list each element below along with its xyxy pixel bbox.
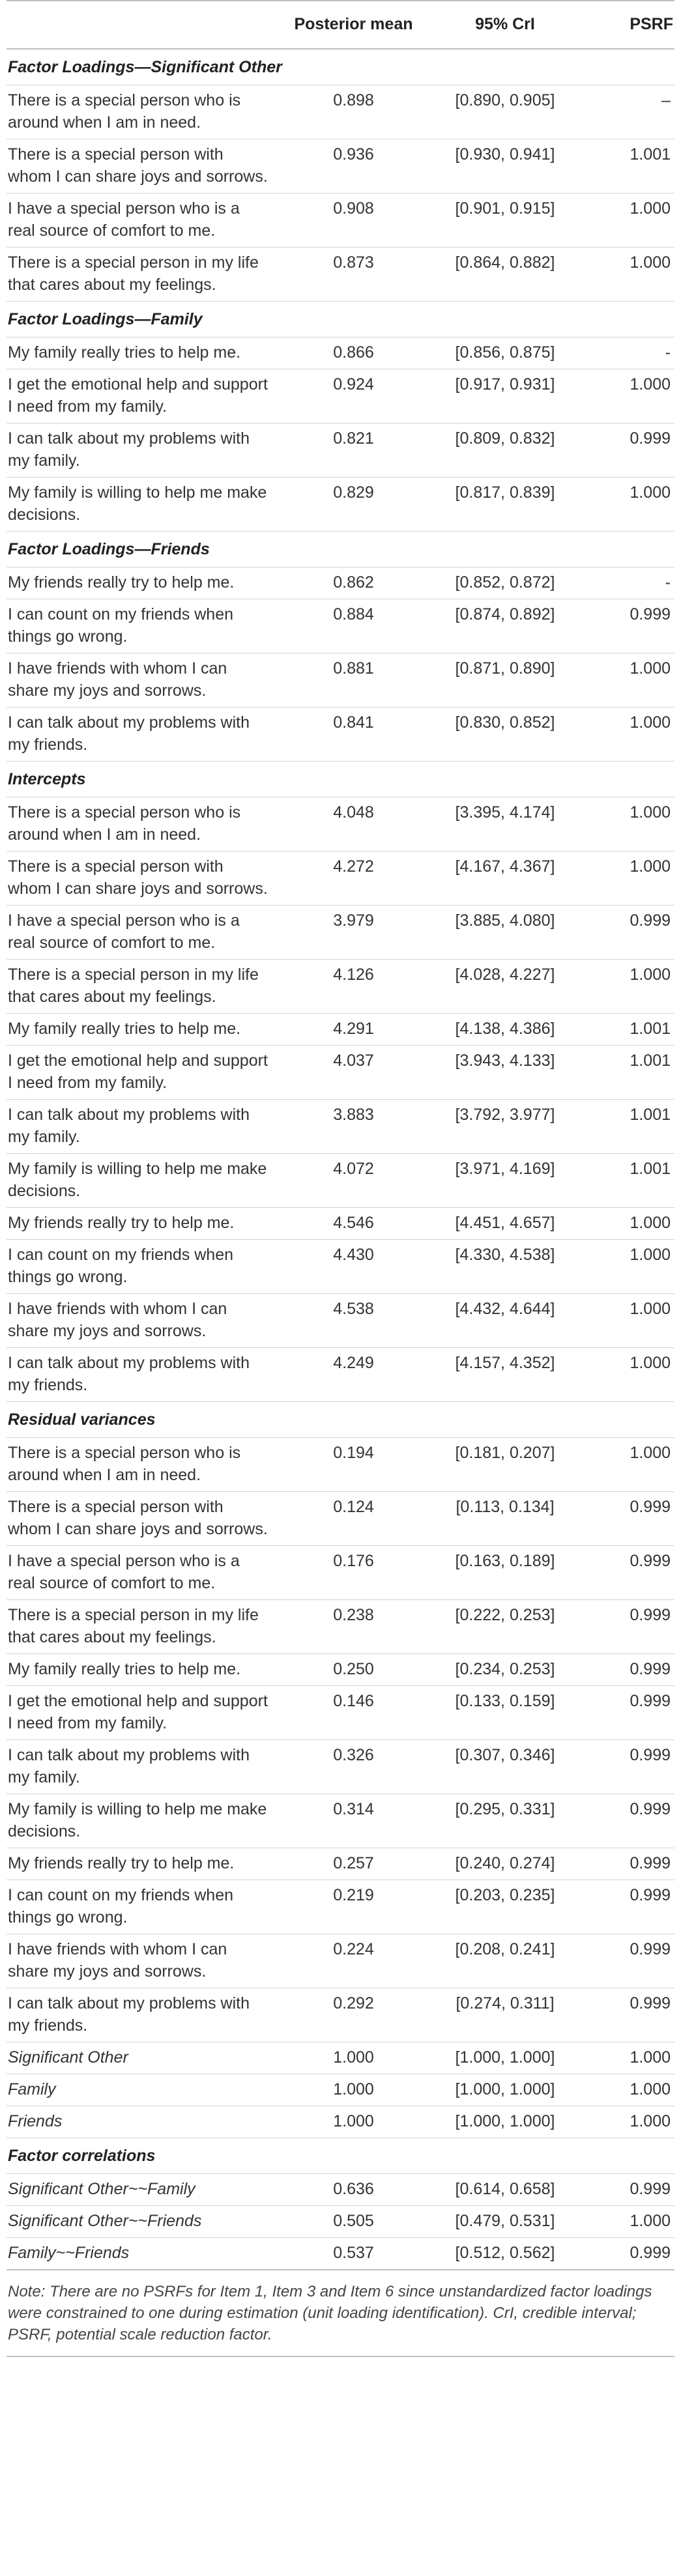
psrf-value: 1.000 [580, 1240, 674, 1294]
item-label: My friends really try to help me. [7, 567, 277, 599]
item-label: Significant Other~~Friends [7, 2206, 277, 2238]
table-row [7, 653, 674, 708]
item-label: There is a special person in my life that cares about my feelings. [7, 248, 277, 302]
credible-interval-value: [0.203, 0.235] [430, 1880, 580, 1934]
item-label: I can talk about my problems with my family. [7, 1740, 277, 1794]
item-label: I can talk about my problems with my friends. [7, 708, 277, 762]
section-title: Factor correlations [7, 2138, 674, 2174]
credible-interval-value: [4.138, 4.386] [430, 1014, 580, 1046]
psrf-value: - [580, 337, 674, 369]
table-row [7, 2174, 674, 2206]
posterior-mean-value: 0.219 [277, 1880, 430, 1934]
table-row [7, 139, 674, 193]
posterior-mean-value: 0.292 [277, 1988, 430, 2042]
psrf-value: 0.999 [580, 1934, 674, 1988]
psrf-value: 0.999 [580, 906, 674, 960]
posterior-mean-value: 0.862 [277, 567, 430, 599]
section-header-row [7, 1402, 674, 1438]
psrf-value: 0.999 [580, 423, 674, 478]
table-body [7, 49, 674, 2270]
item-label: I can talk about my problems with my friends. [7, 1988, 277, 2042]
table-row [7, 852, 674, 906]
credible-interval-value: [0.479, 0.531] [430, 2206, 580, 2238]
posterior-mean-value: 3.883 [277, 1100, 430, 1154]
table-row [7, 478, 674, 532]
psrf-value: 1.000 [580, 369, 674, 423]
table-row [7, 1240, 674, 1294]
credible-interval-value: [3.792, 3.977] [430, 1100, 580, 1154]
posterior-mean-value: 4.072 [277, 1154, 430, 1208]
posterior-mean-value: 0.924 [277, 369, 430, 423]
table-row [7, 248, 674, 302]
table-row [7, 193, 674, 248]
item-label: I have a special person who is a real source of comfort to me. [7, 906, 277, 960]
psrf-value: 0.999 [580, 1686, 674, 1740]
psrf-value: 0.999 [580, 1988, 674, 2042]
table-row [7, 337, 674, 369]
table-row [7, 1154, 674, 1208]
posterior-mean-value: 0.326 [277, 1740, 430, 1794]
credible-interval-value: [0.234, 0.253] [430, 1654, 580, 1686]
psrf-value: 1.000 [580, 2074, 674, 2106]
item-label: I have a special person who is a real source of comfort to me. [7, 193, 277, 248]
table-row [7, 1988, 674, 2042]
item-label: There is a special person with whom I can share joys and sorrows. [7, 1492, 277, 1546]
table-row [7, 599, 674, 653]
credible-interval-value: [1.000, 1.000] [430, 2106, 580, 2138]
item-label: I get the emotional help and support I need from my family. [7, 369, 277, 423]
item-label: I can talk about my problems with my friends. [7, 1348, 277, 1402]
posterior-mean-value: 0.537 [277, 2238, 430, 2270]
posterior-mean-value: 4.272 [277, 852, 430, 906]
posterior-mean-value: 0.636 [277, 2174, 430, 2206]
psrf-value: 0.999 [580, 1848, 674, 1880]
posterior-mean-value: 0.908 [277, 193, 430, 248]
table-row [7, 2106, 674, 2138]
psrf-value: 0.999 [580, 1880, 674, 1934]
credible-interval-value: [1.000, 1.000] [430, 2074, 580, 2106]
posterior-mean-value: 0.873 [277, 248, 430, 302]
item-label: I get the emotional help and support I need from my family. [7, 1046, 277, 1100]
item-label: There is a special person who is around when I am in need. [7, 85, 277, 139]
credible-interval-value: [0.856, 0.875] [430, 337, 580, 369]
psrf-value: 0.999 [580, 1794, 674, 1848]
psrf-value: 1.000 [580, 1348, 674, 1402]
credible-interval-value: [0.830, 0.852] [430, 708, 580, 762]
posterior-mean-value: 0.146 [277, 1686, 430, 1740]
section-title: Factor Loadings—Friends [7, 532, 674, 567]
posterior-mean-value: 0.257 [277, 1848, 430, 1880]
credible-interval-value: [0.817, 0.839] [430, 478, 580, 532]
psrf-value: 1.000 [580, 2042, 674, 2074]
item-label: My family is willing to help me make decisions. [7, 1154, 277, 1208]
posterior-mean-value: 0.936 [277, 139, 430, 193]
credible-interval-value: [3.395, 4.174] [430, 797, 580, 852]
posterior-mean-value: 4.048 [277, 797, 430, 852]
table-row [7, 960, 674, 1014]
psrf-value: 0.999 [580, 1546, 674, 1600]
posterior-mean-value: 0.194 [277, 1438, 430, 1492]
posterior-mean-value: 1.000 [277, 2106, 430, 2138]
item-label: I have friends with whom I can share my joys and sorrows. [7, 1294, 277, 1348]
psrf-value: 1.000 [580, 960, 674, 1014]
credible-interval-value: [0.133, 0.159] [430, 1686, 580, 1740]
credible-interval-value: [1.000, 1.000] [430, 2042, 580, 2074]
item-label: My family really tries to help me. [7, 337, 277, 369]
psrf-value: 1.000 [580, 2106, 674, 2138]
table-row [7, 1046, 674, 1100]
posterior-mean-value: 0.841 [277, 708, 430, 762]
credible-interval-value: [0.113, 0.134] [430, 1492, 580, 1546]
section-title: Factor Loadings—Family [7, 302, 674, 337]
section-title: Residual variances [7, 1402, 674, 1438]
credible-interval-value: [4.451, 4.657] [430, 1208, 580, 1240]
credible-interval-value: [0.930, 0.941] [430, 139, 580, 193]
item-label: My family is willing to help me make decisions. [7, 478, 277, 532]
item-label: My friends really try to help me. [7, 1848, 277, 1880]
psrf-value: 1.000 [580, 852, 674, 906]
posterior-mean-value: 0.176 [277, 1546, 430, 1600]
header-psrf: PSRF [580, 1, 674, 49]
credible-interval-value: [0.163, 0.189] [430, 1546, 580, 1600]
table-row [7, 1848, 674, 1880]
psrf-value: 0.999 [580, 1492, 674, 1546]
item-label: Friends [7, 2106, 277, 2138]
credible-interval-value: [4.028, 4.227] [430, 960, 580, 1014]
posterior-mean-value: 0.884 [277, 599, 430, 653]
posterior-mean-value: 4.249 [277, 1348, 430, 1402]
item-label: There is a special person who is around when I am in need. [7, 1438, 277, 1492]
credible-interval-value: [0.864, 0.882] [430, 248, 580, 302]
credible-interval-value: [0.240, 0.274] [430, 1848, 580, 1880]
credible-interval-value: [0.917, 0.931] [430, 369, 580, 423]
table-row [7, 1654, 674, 1686]
table-row [7, 85, 674, 139]
item-label: There is a special person with whom I can share joys and sorrows. [7, 852, 277, 906]
table-row [7, 369, 674, 423]
psrf-value: 1.000 [580, 653, 674, 708]
table-row [7, 2074, 674, 2106]
section-title: Factor Loadings—Significant Other [7, 49, 674, 85]
section-header-row [7, 532, 674, 567]
posterior-mean-value: 0.505 [277, 2206, 430, 2238]
item-label: I can count on my friends when things go wrong. [7, 1880, 277, 1934]
table-row [7, 1014, 674, 1046]
credible-interval-value: [4.157, 4.352] [430, 1348, 580, 1402]
section-header-row [7, 762, 674, 797]
posterior-mean-value: 0.314 [277, 1794, 430, 1848]
credible-interval-value: [0.512, 0.562] [430, 2238, 580, 2270]
item-label: There is a special person in my life that cares about my feelings. [7, 960, 277, 1014]
psrf-value: 1.000 [580, 193, 674, 248]
table-row [7, 2238, 674, 2270]
posterior-mean-value: 0.224 [277, 1934, 430, 1988]
posterior-mean-value: 4.430 [277, 1240, 430, 1294]
credible-interval-value: [0.871, 0.890] [430, 653, 580, 708]
credible-interval-value: [0.295, 0.331] [430, 1794, 580, 1848]
psrf-value: 0.999 [580, 2238, 674, 2270]
table-row [7, 2042, 674, 2074]
psrf-value: 1.000 [580, 248, 674, 302]
table-row [7, 1348, 674, 1402]
item-label: I can talk about my problems with my family. [7, 423, 277, 478]
credible-interval-value: [0.208, 0.241] [430, 1934, 580, 1988]
psrf-value: 1.001 [580, 1046, 674, 1100]
credible-interval-value: [0.874, 0.892] [430, 599, 580, 653]
section-header-row [7, 49, 674, 85]
table-row [7, 2206, 674, 2238]
posterior-mean-value: 4.037 [277, 1046, 430, 1100]
psrf-value: 0.999 [580, 1600, 674, 1654]
table-row [7, 1934, 674, 1988]
item-label: My friends really try to help me. [7, 1208, 277, 1240]
posterior-mean-value: 3.979 [277, 906, 430, 960]
item-label: I have friends with whom I can share my joys and sorrows. [7, 653, 277, 708]
table-row [7, 1880, 674, 1934]
psrf-value: 1.001 [580, 1154, 674, 1208]
table-row [7, 797, 674, 852]
posterior-mean-value: 4.126 [277, 960, 430, 1014]
item-label: There is a special person who is around when I am in need. [7, 797, 277, 852]
credible-interval-value: [4.167, 4.367] [430, 852, 580, 906]
item-label: I have a special person who is a real source of comfort to me. [7, 1546, 277, 1600]
credible-interval-value: [0.181, 0.207] [430, 1438, 580, 1492]
item-label: There is a special person in my life that cares about my feelings. [7, 1600, 277, 1654]
psrf-value: 0.999 [580, 1740, 674, 1794]
psrf-value: 0.999 [580, 599, 674, 653]
section-title: Intercepts [7, 762, 674, 797]
psrf-value: 1.001 [580, 1100, 674, 1154]
item-label: I can count on my friends when things go wrong. [7, 1240, 277, 1294]
posterior-mean-value: 4.546 [277, 1208, 430, 1240]
table-row [7, 906, 674, 960]
credible-interval-value: [0.809, 0.832] [430, 423, 580, 478]
table-row [7, 1208, 674, 1240]
posterior-mean-value: 0.829 [277, 478, 430, 532]
posterior-mean-value: 0.250 [277, 1654, 430, 1686]
section-header-row [7, 2138, 674, 2174]
posterior-mean-value: 0.821 [277, 423, 430, 478]
table-row [7, 1546, 674, 1600]
psrf-value: 0.999 [580, 2174, 674, 2206]
posterior-mean-value: 1.000 [277, 2042, 430, 2074]
psrf-value: 1.000 [580, 1294, 674, 1348]
credible-interval-value: [4.432, 4.644] [430, 1294, 580, 1348]
psrf-value: 1.000 [580, 1208, 674, 1240]
header-row [7, 1, 674, 49]
posterior-mean-value: 0.124 [277, 1492, 430, 1546]
header-posterior-mean: Posterior mean [277, 1, 430, 49]
table-row [7, 567, 674, 599]
table-row [7, 423, 674, 478]
table-row [7, 1438, 674, 1492]
table-row [7, 708, 674, 762]
credible-interval-value: [0.901, 0.915] [430, 193, 580, 248]
credible-interval-value: [0.222, 0.253] [430, 1600, 580, 1654]
credible-interval-value: [4.330, 4.538] [430, 1240, 580, 1294]
table-row [7, 1600, 674, 1654]
credible-interval-value: [3.943, 4.133] [430, 1046, 580, 1100]
item-label: Family [7, 2074, 277, 2106]
item-label: Significant Other [7, 2042, 277, 2074]
item-label: My family is willing to help me make decisions. [7, 1794, 277, 1848]
posterior-mean-value: 4.291 [277, 1014, 430, 1046]
section-header-row [7, 302, 674, 337]
psrf-value: 1.000 [580, 478, 674, 532]
posterior-mean-value: 0.238 [277, 1600, 430, 1654]
psrf-value: 1.000 [580, 708, 674, 762]
psrf-value: 1.000 [580, 2206, 674, 2238]
item-label: I have friends with whom I can share my joys and sorrows. [7, 1934, 277, 1988]
table-row [7, 1492, 674, 1546]
table-row [7, 1686, 674, 1740]
posterior-mean-value: 1.000 [277, 2074, 430, 2106]
item-label: My family really tries to help me. [7, 1014, 277, 1046]
item-label: Significant Other~~Family [7, 2174, 277, 2206]
table-row [7, 1100, 674, 1154]
results-table [7, 0, 674, 2270]
credible-interval-value: [3.971, 4.169] [430, 1154, 580, 1208]
psrf-value: 1.001 [580, 1014, 674, 1046]
item-label: My family really tries to help me. [7, 1654, 277, 1686]
credible-interval-value: [0.614, 0.658] [430, 2174, 580, 2206]
psrf-value: – [580, 85, 674, 139]
table-note: Note: There are no PSRFs for Item 1, Item 3 and Item 6 since unstandardized factor loadings were constrained to one during estimation (unit loading identification). CrI, credible interval; PSRF, potential scale reduction factor. [7, 2269, 674, 2357]
posterior-mean-value: 0.898 [277, 85, 430, 139]
credible-interval-value: [0.274, 0.311] [430, 1988, 580, 2042]
credible-interval-value: [0.307, 0.346] [430, 1740, 580, 1794]
header-credible-interval: 95% CrI [430, 1, 580, 49]
psrf-value: 0.999 [580, 1654, 674, 1686]
posterior-mean-value: 0.881 [277, 653, 430, 708]
psrf-value: 1.000 [580, 797, 674, 852]
table-row [7, 1794, 674, 1848]
item-label: There is a special person with whom I can share joys and sorrows. [7, 139, 277, 193]
posterior-mean-value: 0.866 [277, 337, 430, 369]
credible-interval-value: [0.890, 0.905] [430, 85, 580, 139]
table-row [7, 1740, 674, 1794]
item-label: I can count on my friends when things go wrong. [7, 599, 277, 653]
posterior-mean-value: 4.538 [277, 1294, 430, 1348]
item-label: Family~~Friends [7, 2238, 277, 2270]
credible-interval-value: [0.852, 0.872] [430, 567, 580, 599]
item-label: I get the emotional help and support I need from my family. [7, 1686, 277, 1740]
psrf-value: 1.001 [580, 139, 674, 193]
item-label: I can talk about my problems with my family. [7, 1100, 277, 1154]
header-label-column [7, 1, 277, 49]
credible-interval-value: [3.885, 4.080] [430, 906, 580, 960]
psrf-value: - [580, 567, 674, 599]
table-row [7, 1294, 674, 1348]
psrf-value: 1.000 [580, 1438, 674, 1492]
